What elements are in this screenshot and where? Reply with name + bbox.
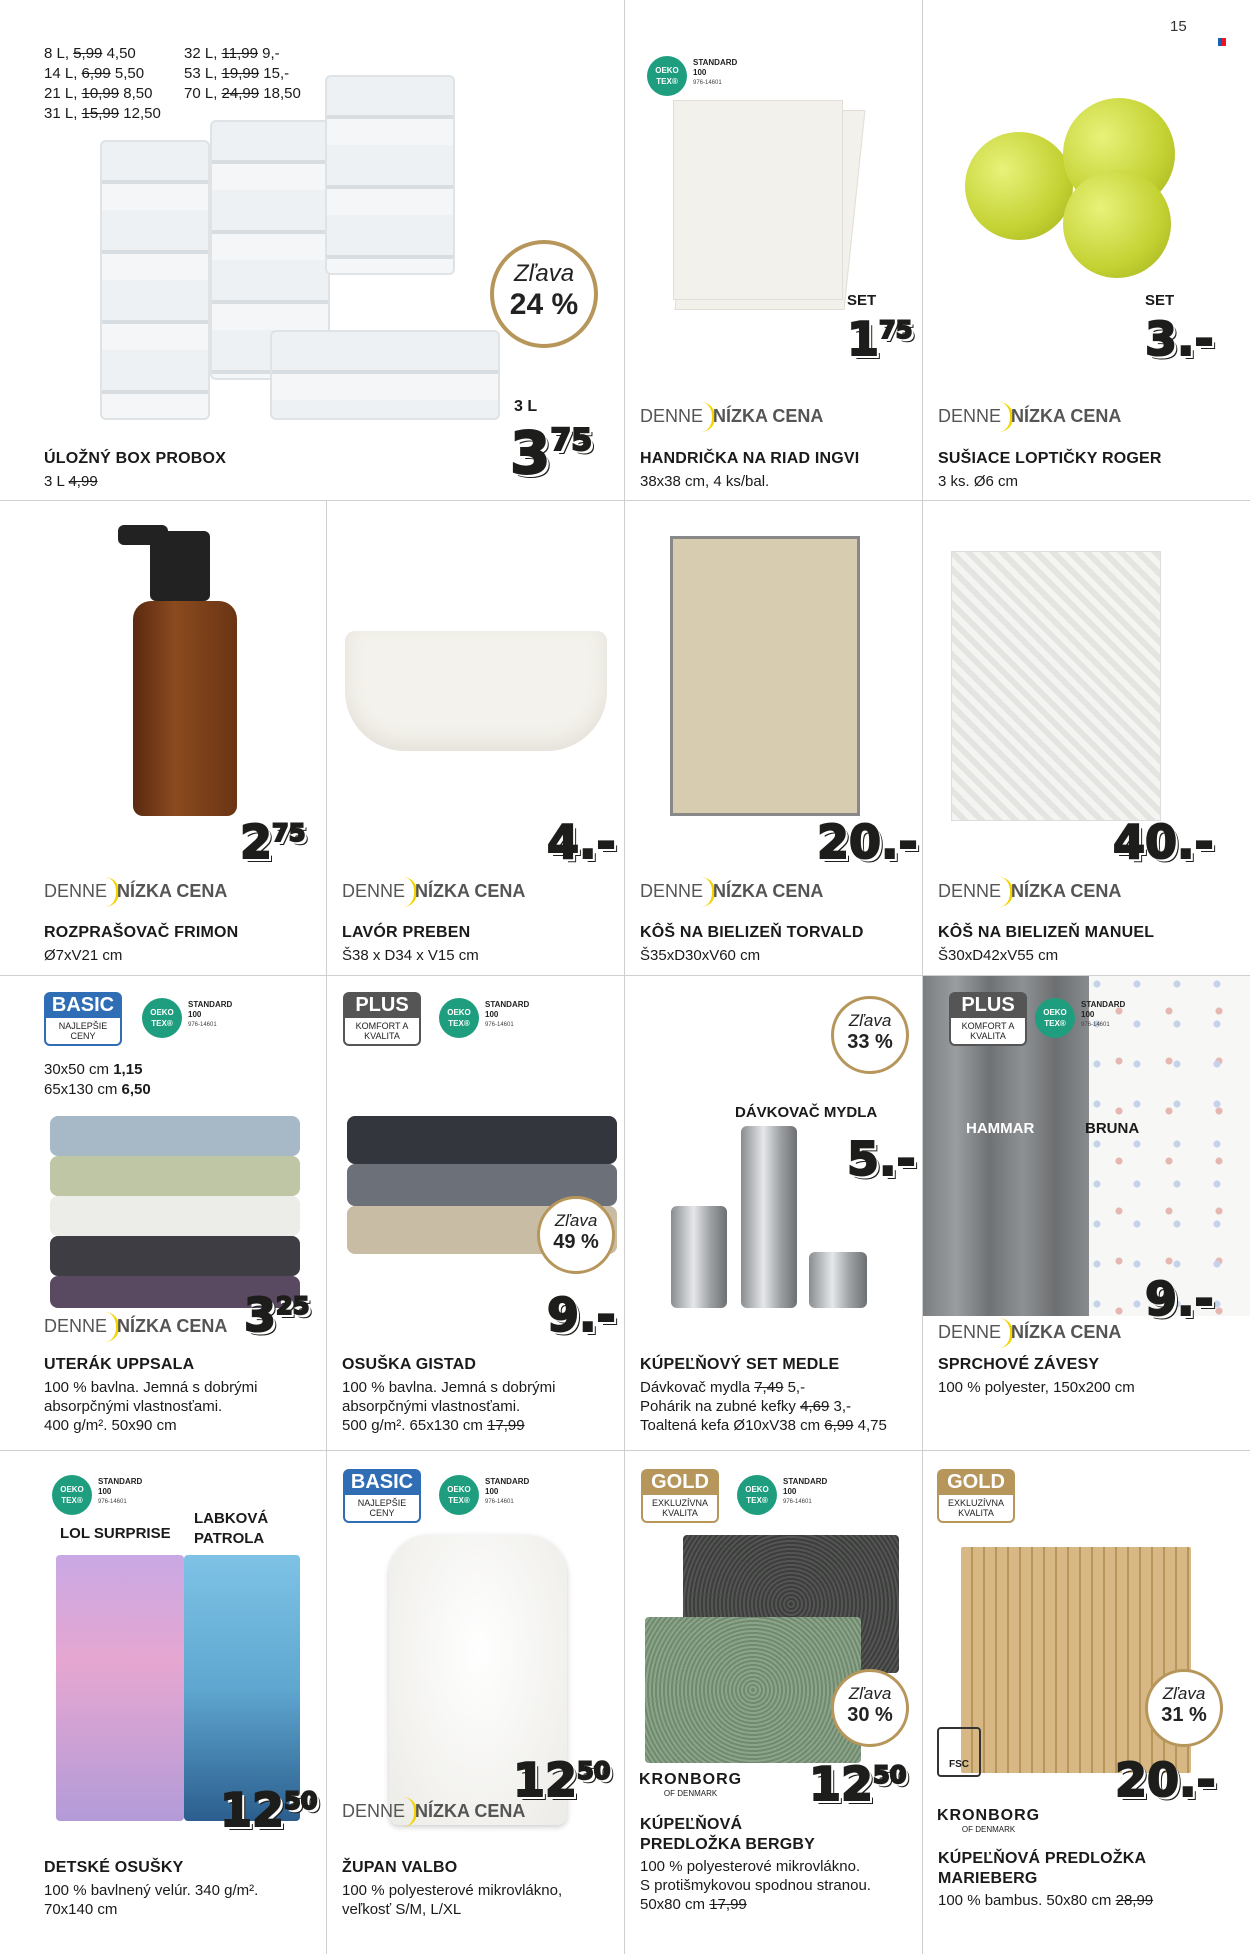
product-desc: 3 ks. Ø6 cm [938, 473, 1019, 490]
oeko-tex-badge: OEKO TEX® STANDARD 100 976-14601 [1035, 994, 1155, 1042]
tennis-ball-image [965, 132, 1073, 240]
toilet-brush-image [741, 1126, 797, 1308]
sale-label: Zľava [513, 260, 575, 287]
product-title: KÔŠ NA BIELIZEŇ TORVALD [640, 924, 864, 941]
price: 175 [847, 312, 913, 366]
towel-stack-image [347, 1116, 617, 1164]
price: 1250 [220, 1783, 318, 1837]
size-price-row: 65x130 cm 6,50 [44, 1081, 151, 1098]
product-preben[interactable] [327, 501, 624, 975]
sale-label: Zľava [848, 1684, 892, 1703]
sale-label: Zľava [1162, 1684, 1206, 1703]
denne-nizka-cena-logo: DENNE NÍZKA CENA [342, 877, 525, 907]
size-price-row: 8 L, 5,99 4,50 [44, 45, 136, 62]
product-gistad[interactable] [327, 976, 624, 1450]
denne-nizka-cena-logo: DENNE NÍZKA CENA [342, 1797, 525, 1827]
product-title: OSUŠKA GISTAD [342, 1356, 477, 1373]
denne-nizka-cena-logo: DENNE NÍZKA CENA [640, 877, 823, 907]
product-desc: 100 % bambus. 50x80 cm 28,99 [938, 1892, 1154, 1909]
tier-badge-plus: PLUS KOMFORT A KVALITA [343, 992, 421, 1046]
sale-bubble [537, 1196, 615, 1274]
size-price-row: 70 L, 24,99 18,50 [184, 85, 301, 102]
oeko-tex-icon: OEKO TEX® [52, 1475, 92, 1515]
product-title: KÚPEĽŇOVÁ PREDLOŽKA BERGBY [640, 1816, 816, 1853]
tier-badge-basic: BASIC NAJLEPŠIE CENY [44, 992, 122, 1046]
oeko-tex-badge: OEKO TEX® STANDARD 100 976-14601 [737, 1471, 857, 1519]
price: 3.- [1145, 312, 1214, 366]
soap-dispenser-image [671, 1206, 727, 1308]
product-manuel[interactable] [923, 501, 1250, 975]
variant-label: BRUNA [1085, 1120, 1140, 1137]
sale-label: Zľava [848, 1011, 892, 1030]
kronborg-logo: KRONBORG OF DENMARK [639, 1771, 743, 1798]
sale-percent: 49 % [553, 1231, 599, 1253]
product-title: SUŠIACE LOPTIČKY ROGER [938, 450, 1162, 467]
price: 20.- [1115, 1753, 1216, 1807]
storage-box-image [100, 140, 210, 420]
towel-stack-image [50, 1156, 300, 1196]
product-title: ÚLOŽNÝ BOX PROBOX [44, 450, 227, 467]
variant-label: LOL SURPRISE [60, 1525, 171, 1542]
oeko-tex-icon: OEKO TEX® [647, 56, 687, 96]
product-desc: Š35xD30xV60 cm [640, 947, 761, 964]
tier-badge-plus: PLUS KOMFORT A KVALITA [949, 992, 1027, 1046]
spray-bottle-image [133, 601, 237, 816]
product-marieberg[interactable] [923, 1451, 1250, 1954]
product-osusky[interactable] [0, 1451, 326, 1954]
oeko-tex-badge: OEKO TEX® STANDARD 100 976-14601 [647, 52, 767, 100]
set-label: SET [1145, 292, 1175, 309]
product-desc: 100 % bavlnený velúr. 340 g/m². 70x140 cm [44, 1882, 259, 1918]
product-valbo[interactable] [327, 1451, 624, 1954]
price: 9.- [1145, 1272, 1214, 1326]
denne-nizka-cena-logo: DENNE NÍZKA CENA [44, 1312, 227, 1342]
towel-stack-image [50, 1116, 300, 1156]
product-zavesy[interactable] [923, 976, 1250, 1450]
towel-stack-image [50, 1236, 300, 1276]
oeko-tex-icon: OEKO TEX® [737, 1475, 777, 1515]
size-price-list [184, 44, 301, 104]
size-price-list [44, 44, 161, 124]
tier-badge-gold: GOLD EXKLUZÍVNA KVALITA [641, 1469, 719, 1523]
sale-percent: 30 % [847, 1704, 893, 1726]
sale-label: Zľava [554, 1211, 598, 1230]
product-desc: Dávkovač mydla 7,49 5,- Pohárik na zubné kefky 4,69 3,- Toaltená kefa Ø10xV38 cm 6,99 4,75 [640, 1379, 887, 1434]
storage-box-image [270, 330, 500, 420]
product-frimon[interactable] [0, 501, 326, 975]
sale-bubble [1145, 1669, 1223, 1747]
price: 40.- [1113, 815, 1214, 869]
sale-percent: 31 % [1161, 1704, 1207, 1726]
price: 375 [510, 419, 593, 487]
variant-label: HAMMAR [966, 1120, 1035, 1137]
product-roger[interactable] [923, 0, 1250, 500]
oeko-tex-icon: OEKO TEX® [439, 998, 479, 1038]
bath-mat-green-image [645, 1617, 861, 1763]
product-bergby[interactable] [625, 1451, 922, 1954]
kronborg-logo: KRONBORG OF DENMARK [937, 1807, 1041, 1834]
product-desc: Š38 x D34 x V15 cm [342, 947, 479, 964]
lol-towel-image [56, 1555, 184, 1821]
fsc-logo: FSC [937, 1727, 981, 1777]
variant-label: LABKOVÁ PATROLA [194, 1510, 269, 1547]
product-title: DETSKÉ OSUŠKY [44, 1859, 184, 1876]
oeko-tex-icon: OEKO TEX® [142, 998, 182, 1038]
product-desc: 100 % polyester, 150x200 cm [938, 1379, 1135, 1396]
price: 1250 [809, 1757, 907, 1811]
size-price-row: 32 L, 11,99 9,- [184, 45, 280, 62]
size-price-row: 14 L, 6,99 5,50 [44, 65, 145, 82]
bamboo-mat-image [961, 1547, 1191, 1773]
price: 9.- [547, 1288, 616, 1342]
denne-nizka-cena-logo: DENNE NÍZKA CENA [44, 877, 227, 907]
product-title: KÚPEĽŇOVÝ SET MEDLE [640, 1356, 840, 1373]
product-desc: 100 % bavlna. Jemná s dobrými absorpčnými vlastnosťami. 400 g/m². 50x90 cm [44, 1379, 258, 1434]
price: 4.- [547, 815, 616, 869]
oeko-tex-icon: OEKO TEX® [1035, 998, 1075, 1038]
product-title: LAVÓR PREBEN [342, 924, 471, 941]
sale-bubble [831, 996, 909, 1074]
product-probox[interactable] [0, 0, 624, 500]
dishcloth-image [673, 100, 843, 300]
size-price-row: 53 L, 19,99 15,- [184, 65, 290, 82]
product-title: UTERÁK UPPSALA [44, 1356, 195, 1373]
towel-stack-image [50, 1196, 300, 1236]
denne-nizka-cena-logo: DENNE NÍZKA CENA [938, 1318, 1121, 1348]
oeko-tex-badge: OEKO TEX® STANDARD 100 976-14601 [142, 994, 262, 1042]
sale-percent: 24 % [509, 288, 579, 321]
size-price-list [44, 1060, 151, 1100]
product-title: HANDRIČKA NA RIAD INGVI [640, 450, 860, 467]
price: 1250 [513, 1753, 611, 1807]
product-ingvi[interactable] [625, 0, 922, 500]
product-desc: 100 % bavlna. Jemná s dobrými absorpčnými vlastnosťami. 500 g/m². 65x130 cm 17,99 [342, 1379, 556, 1434]
set-label: SET [847, 292, 877, 309]
sale-bubble [831, 1669, 909, 1747]
product-desc: 100 % polyesterové mikrovlákno, veľkosť S/M, L/XL [342, 1882, 563, 1918]
product-desc: Ø7xV21 cm [44, 947, 123, 964]
price: 20.- [817, 815, 918, 869]
oeko-tex-badge: OEKO TEX® STANDARD 100 976-14601 [439, 994, 559, 1042]
product-title: KÔŠ NA BIELIZEŇ MANUEL [938, 924, 1155, 941]
page-number: 15 [1170, 18, 1187, 35]
product-desc: 3 L 4,99 [44, 473, 98, 490]
product-title: KÚPEĽŇOVÁ PREDLOŽKA MARIEBERG [938, 1850, 1147, 1887]
spray-trigger-image [118, 525, 168, 545]
price: 275 [240, 815, 306, 869]
size-price-row: 31 L, 15,99 12,50 [44, 105, 161, 122]
paw-patrol-towel-image [184, 1555, 300, 1821]
laundry-basket-image [670, 536, 860, 816]
size-price-row: 30x50 cm 1,15 [44, 1061, 143, 1078]
tier-badge-basic: BASIC NAJLEPŠIE CENY [343, 1469, 421, 1523]
basin-image [345, 631, 607, 751]
product-uppsala[interactable] [0, 976, 326, 1450]
oeko-tex-icon: OEKO TEX® [439, 1475, 479, 1515]
toothbrush-cup-image [809, 1252, 867, 1308]
storage-box-image [325, 75, 455, 275]
size-label: 3 L [514, 398, 538, 415]
product-title: ROZPRAŠOVAČ FRIMON [44, 924, 239, 941]
product-torvald[interactable] [625, 501, 922, 975]
denne-nizka-cena-logo: DENNE NÍZKA CENA [640, 402, 823, 432]
denne-nizka-cena-logo: DENNE NÍZKA CENA [938, 402, 1121, 432]
product-desc: 38x38 cm, 4 ks/bal. [640, 473, 770, 490]
product-title: ŽUPAN VALBO [342, 1859, 458, 1876]
price: 5.- [847, 1132, 916, 1186]
sale-bubble [490, 240, 598, 348]
product-desc: Š30xD42xV55 cm [938, 947, 1059, 964]
wicker-basket-image [951, 551, 1161, 821]
size-price-row: 21 L, 10,99 8,50 [44, 85, 153, 102]
oeko-tex-badge: OEKO TEX® STANDARD 100 976-14601 [52, 1471, 172, 1519]
tier-badge-gold: GOLD EXKLUZÍVNA KVALITA [937, 1469, 1015, 1523]
product-title: SPRCHOVÉ ZÁVESY [938, 1356, 1100, 1373]
product-desc: 100 % polyesterové mikrovlákno. S protišmykovou spodnou stranou. 50x80 cm 17,99 [640, 1858, 871, 1913]
tennis-ball-image [1063, 170, 1171, 278]
denne-nizka-cena-logo: DENNE NÍZKA CENA [938, 877, 1121, 907]
product-medle[interactable] [625, 976, 922, 1450]
variant-label: DÁVKOVAČ MYDLA [735, 1104, 878, 1121]
price: 325 [244, 1288, 310, 1342]
oeko-tex-badge: OEKO TEX® STANDARD 100 976-14601 [439, 1471, 559, 1519]
sale-percent: 33 % [847, 1031, 893, 1053]
